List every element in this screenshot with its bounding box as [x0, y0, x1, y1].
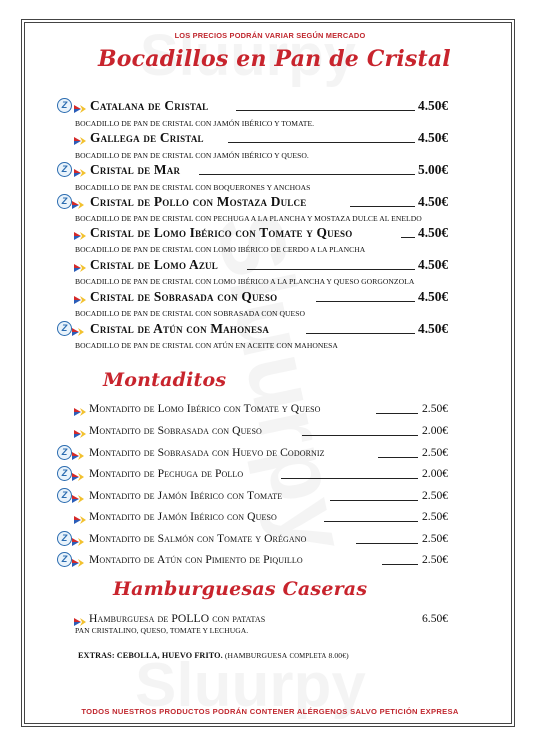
item-name: Hamburguesa de POLLO con patatas — [89, 612, 266, 625]
extras-line — [78, 651, 349, 660]
menu-item — [0, 510, 540, 526]
extras-text: CEBOLLA, HUEVO FRITO. — [116, 651, 223, 660]
allergen-badge-icon: Z — [57, 466, 72, 481]
bullet-arrow-icon — [72, 448, 84, 458]
leader-line — [281, 478, 418, 479]
menu-item — [0, 257, 540, 273]
allergen-badge-icon: Z — [57, 531, 72, 546]
item-price: 2.50€ — [422, 553, 449, 566]
allergen-badge-icon: Z — [57, 98, 72, 113]
leader-line — [302, 435, 418, 436]
section-title-bocadillos: Bocadillos en Pan de Cristal — [98, 46, 451, 72]
item-name: Montadito de Jamón Ibérico con Tomate — [89, 489, 283, 502]
item-price: 2.50€ — [422, 402, 449, 415]
allergen-footer: TODOS NUESTROS PRODUCTOS PODRÁN CONTENER ALÉRGENOS SALVO PETICIÓN EXPRESA — [81, 707, 459, 716]
allergen-badge-icon: Z — [57, 321, 72, 336]
bullet-arrow-icon — [74, 426, 86, 436]
item-price: 4.50€ — [418, 98, 449, 113]
menu-item — [0, 289, 540, 305]
item-description: BOCADILLO DE PAN DE CRISTAL CON ATÚN EN ACEITE CON MAHONESA — [75, 341, 338, 350]
bullet-arrow-icon — [72, 555, 84, 565]
bullet-arrow-icon — [74, 614, 86, 624]
item-name: Montadito de Pechuga de Pollo — [89, 467, 244, 480]
item-price: 5.00€ — [418, 162, 449, 177]
section-title-montaditos: Montaditos — [103, 369, 227, 391]
bullet-arrow-icon — [72, 491, 84, 501]
item-price: 4.50€ — [418, 194, 449, 209]
allergen-badge-icon: Z — [57, 162, 72, 177]
item-name: Cristal de Pollo con Mostaza Dulce — [90, 194, 307, 209]
menu-item — [0, 446, 540, 462]
item-description: BOCADILLO DE PAN DE CRISTAL CON LOMO IBÉRICO A LA PLANCHA Y QUESO GORGONZOLA — [75, 277, 415, 286]
item-name: Montadito de Jamón Ibérico con Queso — [89, 510, 277, 523]
item-description: BOCADILLO DE PAN DE CRISTAL CON BOQUERONES Y ANCHOAS — [75, 183, 311, 192]
item-price: 2.00€ — [422, 424, 449, 437]
item-price: 2.50€ — [422, 510, 449, 523]
menu-item — [0, 553, 540, 569]
leader-line — [306, 333, 415, 334]
item-name: Catalana de Cristal — [90, 98, 209, 113]
menu-item — [0, 467, 540, 483]
menu-item — [0, 489, 540, 505]
leader-line — [199, 174, 415, 175]
bullet-arrow-icon — [74, 228, 86, 238]
allergen-badge-icon: Z — [57, 194, 72, 209]
allergen-badge-icon: Z — [57, 552, 72, 567]
item-name: Cristal de Lomo Ibérico con Tomate y Queso — [90, 225, 353, 240]
leader-line — [376, 413, 418, 414]
item-name: Montadito de Atún con Pimiento de Piquillo — [89, 553, 303, 566]
item-price: 4.50€ — [418, 289, 449, 304]
section-title-hamburguesas: Hamburguesas Caseras — [113, 578, 368, 600]
leader-line — [356, 543, 418, 544]
item-price: 4.50€ — [418, 225, 449, 240]
leader-line — [316, 301, 415, 302]
extras-note-open: (HAMBURGUESA — [224, 651, 288, 660]
allergen-badge-icon: Z — [57, 445, 72, 460]
item-name: Cristal de Lomo Azul — [90, 257, 218, 272]
menu-item — [0, 402, 540, 418]
menu-item — [0, 424, 540, 440]
allergen-badge-icon: Z — [57, 488, 72, 503]
leader-line — [324, 521, 418, 522]
bullet-arrow-icon — [74, 260, 86, 270]
bullet-arrow-icon — [72, 324, 84, 334]
item-price: 4.50€ — [418, 130, 449, 145]
item-price: 2.00€ — [422, 467, 449, 480]
item-name: Montadito de Sobrasada con Queso — [89, 424, 262, 437]
bullet-arrow-icon — [74, 512, 86, 522]
menu-item — [0, 225, 540, 241]
item-name: Cristal de Atún con Mahonesa — [90, 321, 270, 336]
bullet-arrow-icon — [74, 133, 86, 143]
price-notice: LOS PRECIOS PODRÁN VARIAR SEGÚN MERCADO — [174, 31, 366, 40]
bullet-arrow-icon — [72, 469, 84, 479]
bullet-arrow-icon — [72, 534, 84, 544]
leader-line — [330, 500, 418, 501]
item-name: Montadito de Sobrasada con Huevo de Codorniz — [89, 446, 325, 459]
leader-line — [350, 206, 415, 207]
leader-line — [236, 110, 415, 111]
leader-line — [401, 237, 415, 238]
item-price: 4.50€ — [418, 257, 449, 272]
item-description: BOCADILLO DE PAN DE CRISTAL CON SOBRASADA CON QUESO — [75, 309, 306, 318]
extras-note-price: 8.00€) — [328, 651, 349, 660]
bullet-arrow-icon — [72, 197, 84, 207]
menu-item — [0, 162, 540, 178]
item-name: Cristal de Mar — [90, 162, 181, 177]
item-price: 2.50€ — [422, 489, 449, 502]
item-description: BOCADILLO DE PAN DE CRISTAL CON JAMÓN IBÉRICO Y QUESO. — [75, 151, 309, 160]
bullet-arrow-icon — [74, 101, 86, 111]
menu-item — [0, 194, 540, 210]
item-description: BOCADILLO DE PAN DE CRISTAL CON LOMO IBÉRICO DE CERDO A LA PLANCHA — [75, 245, 366, 254]
item-price: 2.50€ — [422, 532, 449, 545]
item-description: BOCADILLO DE PAN DE CRISTAL CON PECHUGA A LA PLANCHA Y MOSTAZA DULCE AL ENELDO — [75, 214, 422, 223]
item-price: 2.50€ — [422, 446, 449, 459]
item-price: 4.50€ — [418, 321, 449, 336]
extras-note-small: COMPLETA — [289, 653, 327, 660]
menu-item — [0, 321, 540, 337]
leader-line — [228, 142, 415, 143]
leader-line — [247, 269, 415, 270]
leader-line — [378, 457, 418, 458]
extras-label: EXTRAS: — [78, 651, 115, 660]
item-description: BOCADILLO DE PAN DE CRISTAL CON JAMÓN IBÉRICO Y TOMATE. — [75, 119, 315, 128]
item-name: Montadito de Salmón con Tomate y Orégano — [89, 532, 307, 545]
item-description: PAN CRISTALINO, QUESO, TOMATE Y LECHUGA. — [75, 626, 249, 635]
item-name: Montadito de Lomo Ibérico con Tomate y Queso — [89, 402, 321, 415]
item-name: Gallega de Cristal — [90, 130, 204, 145]
item-price: 6.50€ — [422, 612, 449, 625]
bullet-arrow-icon — [74, 292, 86, 302]
menu-item — [0, 130, 540, 146]
bullet-arrow-icon — [74, 165, 86, 175]
menu-item — [0, 532, 540, 548]
item-name: Cristal de Sobrasada con Queso — [90, 289, 278, 304]
menu-item — [0, 98, 540, 114]
leader-line — [382, 564, 418, 565]
bullet-arrow-icon — [74, 404, 86, 414]
